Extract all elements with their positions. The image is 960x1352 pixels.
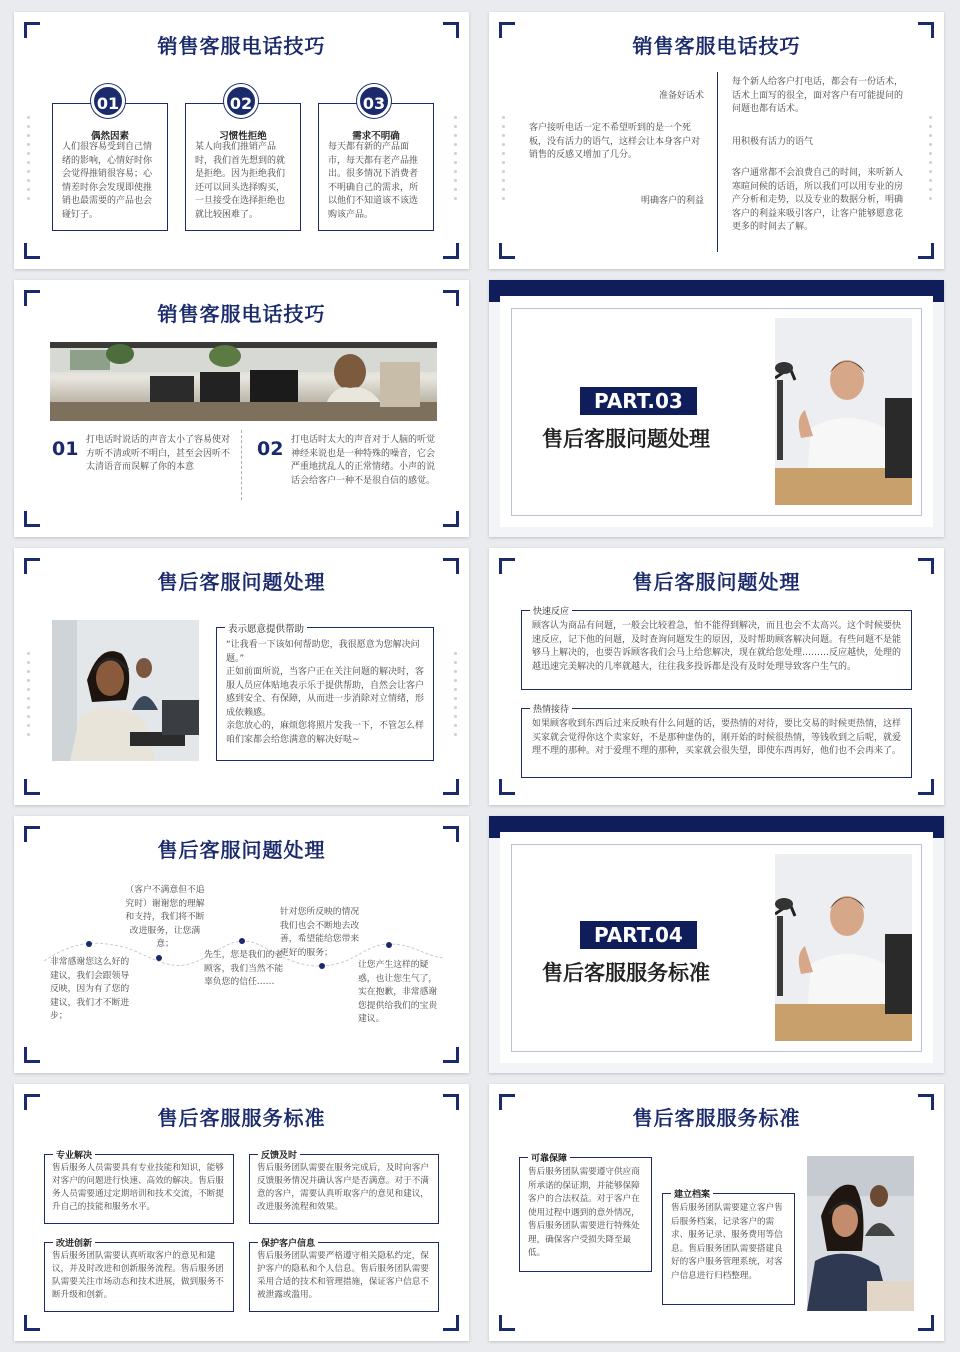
box-heading: 快速反应 — [530, 604, 572, 617]
corner-bracket — [24, 511, 40, 527]
agent-photo — [775, 318, 912, 505]
corner-bracket — [918, 779, 934, 795]
box-heading: 专业解决 — [53, 1148, 95, 1161]
item-body: 打电话时太大的声音对于人脑的听觉神经来说也是一种特殊的噪音，它会严重地扰乱人的正常情绪。小声的说话会给客户一种不是很自信的感觉。 — [291, 435, 436, 486]
item-number: 01 — [52, 438, 79, 460]
slide-10[interactable] — [489, 1084, 944, 1341]
note-3: 先生，您是我们的老顾客，我们当然不能辜负您的信任…… — [204, 950, 284, 987]
box-heading: 建立档案 — [671, 1187, 713, 1200]
agent-photo — [52, 620, 199, 761]
card-body: 每天都有新的产品面市，每天都有老产品推出。很多情况下消费者不明确自己的需求，所以他们不知道该不该选购该产品。 — [328, 142, 419, 220]
right-item-3: 客户通常都不会浪费自己的时间，来听新人寒暄问候的话语，所以我们可以用专业的房产分析和走势，以及专业的数据分析，明确客户的利益来吸引客户，让客户能够愿意花更多的时间去了解。 — [732, 168, 904, 232]
dot-column — [454, 652, 458, 742]
corner-bracket — [499, 243, 515, 259]
slide-title: 销售客服电话技巧 — [157, 302, 326, 326]
support-agent-image — [775, 854, 912, 1041]
slide-8[interactable] — [489, 816, 944, 1073]
corner-bracket — [443, 1047, 459, 1063]
slide-1[interactable] — [14, 12, 469, 269]
part-title: 售后客服服务标准 — [542, 961, 710, 985]
card-body: 人们很容易受到自己情绪的影响，心情好时你会觉得推销很容易；心情差时你会发现即使推销也最需要的产品也会碰钉子。 — [62, 142, 153, 220]
left-intro: 客户接听电话一定不希望听到的是一个死板，没有活力的语气，这样会让本身客户对销售的反感又增加了几分。 — [529, 123, 701, 160]
box-heading: 反馈及时 — [258, 1148, 300, 1161]
dot-column — [27, 116, 31, 206]
privacy-box — [249, 1239, 439, 1312]
feedback-box — [249, 1151, 439, 1224]
slide-3[interactable] — [14, 280, 469, 537]
slide-title: 售后客服问题处理 — [157, 570, 326, 594]
slide-title: 售后客服问题处理 — [157, 838, 326, 862]
corner-bracket — [918, 1315, 934, 1331]
slide-title: 售后客服服务标准 — [157, 1106, 326, 1130]
agent-photo — [775, 854, 912, 1041]
support-agent-image — [775, 318, 912, 505]
center-divider — [717, 72, 718, 252]
number-badge: 01 — [91, 84, 125, 118]
corner-bracket — [443, 779, 459, 795]
headset-agent-image — [52, 620, 199, 761]
slide-title: 销售客服电话技巧 — [632, 34, 801, 58]
slide-title: 售后客服服务标准 — [632, 1106, 801, 1130]
slide-2[interactable] — [489, 12, 944, 269]
right-item-2: 用积极有活力的语气 — [732, 137, 814, 147]
slide-4[interactable] — [489, 280, 944, 537]
card-heading: 习惯性拒绝 — [219, 131, 267, 142]
box-heading: 可靠保障 — [528, 1151, 570, 1164]
corner-bracket — [24, 243, 40, 259]
card-heading: 需求不明确 — [352, 131, 400, 142]
note-4: 针对您所反映的情况我们也会不断地去改善，希望能给您带来更好的服务； — [280, 907, 360, 958]
part-title: 售后客服问题处理 — [542, 427, 710, 451]
office-photo — [50, 342, 437, 421]
dot-column — [27, 652, 31, 742]
note-1: 非常感谢您这么好的建议，我们会跟领导反映，因为有了您的建议，我们才不断进步； — [50, 957, 130, 1021]
part-label: PART.03 — [580, 387, 697, 415]
agent-photo — [807, 1156, 914, 1311]
professional-box — [44, 1151, 234, 1224]
card-accidental-factor — [52, 103, 168, 231]
slide-title: 销售客服电话技巧 — [157, 34, 326, 58]
item-body: 打电话时说话的声音太小了容易使对方听不清或听不明白，甚至会因听不太清语音而误解了你的本意 — [86, 435, 231, 472]
slide-9[interactable] — [14, 1084, 469, 1341]
corner-bracket — [499, 1315, 515, 1331]
card-body: 某人向我们推销产品时，我们首先想到的就是拒绝。因为拒绝我们还可以回头选择购买，一旦接受在选择拒绝也就比较困难了。 — [195, 142, 286, 220]
box-body: “让我看一下该如何帮助您，我很愿意为您解决问题。” 正如前面所说，当客户正在关注问题的解决时，客服人员应体贴地表示乐于提供帮助，自然会让客户感到安全、有保障，从而进一步消除对立情绪，形成依赖感。 亲您放心的，麻烦您将照片发我一下，不管怎么样咱们家都会给您满意的解决好哒~ — [226, 640, 425, 745]
help-offer-box — [216, 624, 434, 761]
box-heading: 改进创新 — [53, 1236, 95, 1249]
corner-bracket — [918, 243, 934, 259]
item-number: 02 — [257, 438, 284, 460]
corner-bracket — [24, 1047, 40, 1063]
corner-bracket — [443, 243, 459, 259]
box-body: 顾客认为商品有问题，一般会比较着急，怕不能得到解决，而且也会不太高兴。这个时候要快速反应，记下他的问题，及时查询问题发生的原因，及时帮助顾客解决问题。有些问题不是能够马上解决的，也要告诉顾客我们会马上给您解决，现在就给您处理………反应越快，处理的越迅速完美解决的几率就越大，往往我多投诉都是没有及时处理导致客户生气的。 — [532, 621, 902, 672]
box-heading: 保护客户信息 — [258, 1236, 318, 1249]
divider — [241, 430, 242, 500]
slide-title: 售后客服问题处理 — [632, 570, 801, 594]
right-item-1: 每个新人给客户打电话，都会有一份话术，话术上面写的很全，面对客户有可能提问的问题也都有话术。 — [732, 77, 904, 114]
box-body: 售后服务团队需要在服务完成后，及时向客户反馈服务情况并确认客户是否满意。对于不满意的客户，需要认真听取客户的意见和建议，改进服务流程和效果。 — [257, 1163, 429, 1212]
archive-box — [662, 1190, 795, 1305]
dot-column — [502, 116, 506, 206]
box-heading: 表示愿意提供帮助 — [225, 621, 307, 635]
note-5: 让您产生这样的疑惑，也让您生气了，实在抱歉，非常感谢您提供给我们的宝贵建议。 — [358, 960, 438, 1024]
office-scene-image — [50, 342, 437, 421]
reliable-guarantee-box — [519, 1154, 652, 1272]
card-habitual-refusal — [185, 103, 301, 231]
card-unclear-needs — [318, 103, 434, 231]
part-label: PART.04 — [580, 921, 697, 949]
box-body: 售后服务团队需要建立客户售后服务档案，记录客户的需求、服务记录、服务费用等信息。售后服务团队需要搭建良好的客户服务管理系统，对客户信息进行归档整理。 — [671, 1203, 783, 1281]
corner-bracket — [443, 1315, 459, 1331]
left-item-1: 准备好话术 — [658, 91, 704, 101]
slide-7[interactable] — [14, 816, 469, 1073]
dot-column — [454, 116, 458, 206]
innovation-box — [44, 1239, 234, 1312]
corner-bracket — [24, 779, 40, 795]
warm-reception-box — [521, 705, 912, 778]
box-body: 售后服务人员需要具有专业技能和知识，能够对客户的问题进行快速、高效的解决。售后服务人员需要通过定期培训和技术交流，不断提升自己的技能和服务水平。 — [52, 1163, 224, 1212]
box-body: 售后服务团队需要遵守供应商所承诺的保证期，并能够保障客户的合法权益。对于客户在使用过程中遇到的意外情况，售后服务团队需要进行特殊处理，确保客户受损失降至最低。 — [528, 1167, 640, 1258]
corner-bracket — [24, 1315, 40, 1331]
box-body: 售后服务团队需要严格遵守相关隐私约定，保护客户的隐私和个人信息。售后服务团队需要采用合适的技术和管理措施，保证客户信息不被泄露或滥用。 — [257, 1251, 429, 1300]
slide-5[interactable] — [14, 548, 469, 805]
note-2: （客户不满意但不追究时）谢谢您的理解和支持，我们将不断改进服务，让您满意； — [125, 885, 205, 949]
box-body: 售后服务团队需要认真听取客户的意见和建议，并及时改进和创新服务流程。售后服务团队需要关注市场动态和技术进展，做到服务不断升级和创新。 — [52, 1251, 224, 1300]
dot-column — [929, 116, 933, 206]
left-item-2: 明确客户的利益 — [640, 196, 704, 206]
number-badge: 03 — [357, 84, 391, 118]
box-heading: 热情接待 — [530, 702, 572, 715]
number-badge: 02 — [224, 84, 258, 118]
corner-bracket — [443, 511, 459, 527]
slide-6[interactable] — [489, 548, 944, 805]
corner-bracket — [499, 779, 515, 795]
box-body: 如果顾客收到东西后过来反映有什么问题的话，要热情的对待，要比交易的时候更热情，这样买家就会觉得你这个卖家好，不是那种虚伪的，刚开始的时候很热情，等钱收到之后呢，就爱理不理的那种。对于爱理不理的那种，买家就会很失望，即使东西再好，他们也不会再来了。 — [532, 719, 902, 756]
card-heading: 偶然因素 — [90, 131, 129, 142]
quick-response-box — [521, 607, 912, 690]
headset-agent-image — [807, 1156, 914, 1311]
